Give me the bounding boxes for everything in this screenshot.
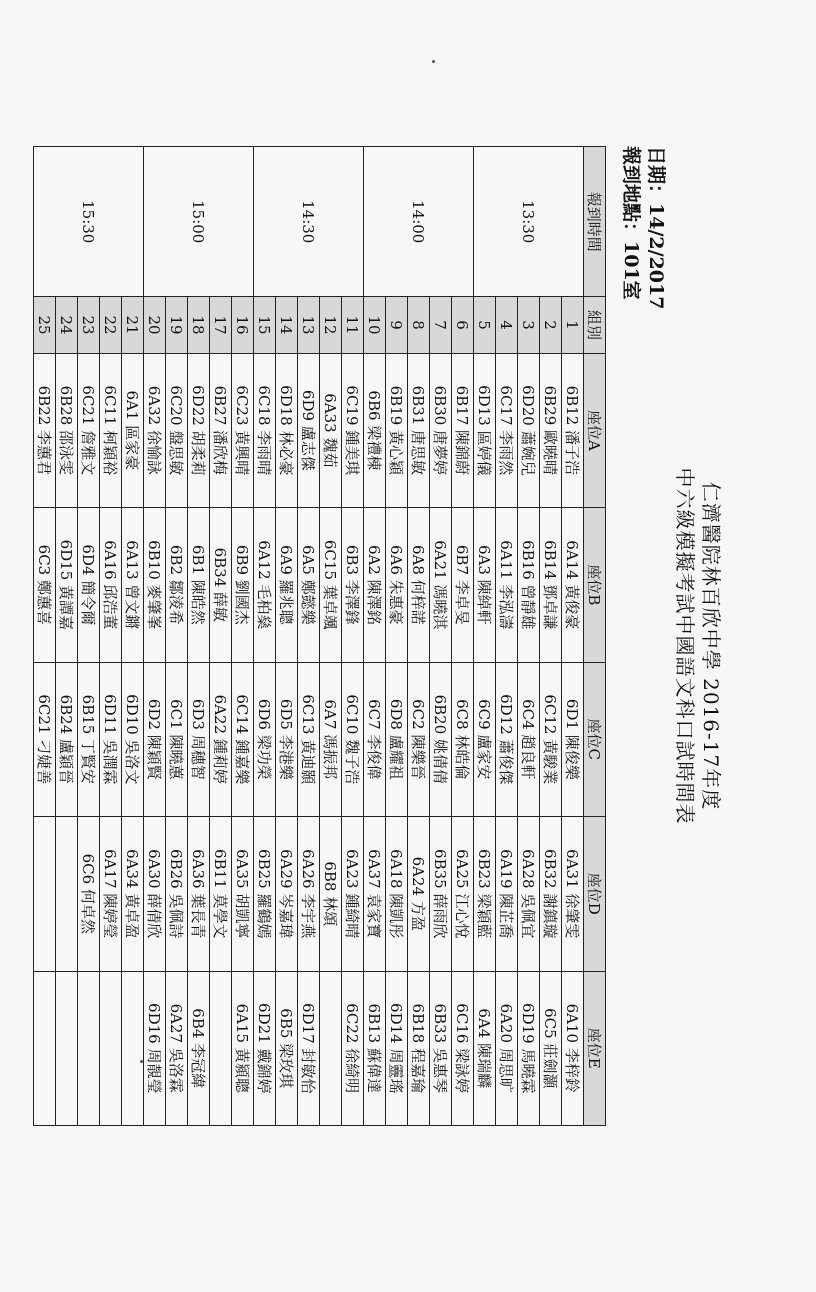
seat-b-cell: 6C3 鄭蕙喜	[34, 508, 56, 662]
group-number-cell: 17	[210, 297, 232, 353]
seat-c-cell: 6C4 趙良軒	[518, 662, 540, 816]
seat-b-cell: 6B2 鄒淩希	[166, 508, 188, 662]
seat-d-cell: 6A23 鍾綺晴	[342, 817, 364, 971]
seat-c-cell: 6C10 魏子浩	[342, 662, 364, 816]
report-time-cell: 14:00	[364, 147, 474, 297]
group-number-cell: 25	[34, 297, 56, 353]
seat-c-cell: 6A22 鍾莉婷	[210, 662, 232, 816]
seat-c-cell: 6B20 姚倩倩	[430, 662, 452, 816]
group-number-cell: 16	[232, 297, 254, 353]
group-number-cell: 8	[408, 297, 430, 353]
group-number-cell: 11	[342, 297, 364, 353]
seat-d-cell	[34, 817, 56, 971]
seat-b-cell: 6D15 黃譚嘉	[56, 508, 78, 662]
venue-line	[618, 146, 643, 309]
group-number-cell: 24	[56, 297, 78, 353]
seat-d-cell: 6A37 袁家寶	[364, 817, 386, 971]
seat-e-cell: 6A20 周思旷	[496, 971, 518, 1126]
seat-a-cell: 6B30 唐夢婷	[430, 353, 452, 507]
group-number-cell: 22	[100, 297, 122, 353]
seat-c-cell: 6D12 蕭俊傑	[496, 662, 518, 816]
column-header: 組別	[584, 297, 606, 353]
seat-a-cell: 6C19 鍾美琪	[342, 353, 364, 507]
seat-d-cell: 6B25 羅鶴嫣	[254, 817, 276, 971]
seat-d-cell: 6A18 陳凱彤	[386, 817, 408, 971]
schedule-table	[33, 146, 606, 1126]
table-header-row	[584, 147, 606, 1126]
seat-b-cell: 6A14 黃俊豪	[562, 508, 584, 662]
seat-b-cell: 6B1 陳皓然	[188, 508, 210, 662]
seat-b-cell: 6B7 李卓旻	[452, 508, 474, 662]
seat-c-cell: 6C1 陳曉蕙	[166, 662, 188, 816]
seat-e-cell: 6C5 莊劍灝	[540, 971, 562, 1126]
seat-b-cell: 6B3 李澤鋒	[342, 508, 364, 662]
seat-b-cell: 6B14 鄧卓謙	[540, 508, 562, 662]
seat-c-cell: 6B24 盧穎晉	[56, 662, 78, 816]
seat-d-cell: 6A36 葉長青	[188, 817, 210, 971]
seat-d-cell: 6A19 陳芷喬	[496, 817, 518, 971]
seat-c-cell: 6C12 黃駿業	[540, 662, 562, 816]
table-row	[232, 147, 254, 1126]
group-number-cell: 9	[386, 297, 408, 353]
group-number-cell: 5	[474, 297, 496, 353]
seat-b-cell: 6A12 毛柏燊	[254, 508, 276, 662]
seat-e-cell	[122, 971, 144, 1126]
table-row	[452, 147, 474, 1126]
seat-e-cell: 6A15 黃潁聰	[232, 971, 254, 1126]
seat-b-cell: 6C15 葉卓颯	[320, 508, 342, 662]
seat-e-cell: 6D21 戴錦婷	[254, 971, 276, 1126]
seat-d-cell: 6B11 莫學文	[210, 817, 232, 971]
seat-d-cell: 6A26 李宇燕	[298, 817, 320, 971]
seat-e-cell: 6A4 陳瑞麟	[474, 971, 496, 1126]
seat-a-cell: 6B22 李蕙君	[34, 353, 56, 507]
seat-b-cell: 6A3 陳綽軒	[474, 508, 496, 662]
seat-a-cell: 6B6 梁禮棟	[364, 353, 386, 507]
meta-block	[618, 146, 668, 309]
seat-a-cell: 6C11 柯穎裕	[100, 353, 122, 507]
seat-b-cell: 6A2 陳澤銘	[364, 508, 386, 662]
seat-d-cell: 6A24 方盈	[408, 817, 430, 971]
seat-e-cell	[210, 971, 232, 1126]
seat-e-cell	[56, 971, 78, 1126]
seat-c-cell: 6D2 陳穎賢	[144, 662, 166, 816]
seat-d-cell: 6B26 吳佩詩	[166, 817, 188, 971]
report-time-cell: 13:30	[474, 147, 584, 297]
school-title: 仁濟醫院林百欣中學 2016-17年度	[699, 481, 723, 811]
group-number-cell: 1	[562, 297, 584, 353]
seat-d-cell	[56, 817, 78, 971]
group-number-cell: 20	[144, 297, 166, 353]
seat-b-cell: 6A6 朱惠豪	[386, 508, 408, 662]
group-number-cell: 3	[518, 297, 540, 353]
seat-d-cell: 6C6 何卓然	[78, 817, 100, 971]
seat-b-cell: 6B34 薛敏	[210, 508, 232, 662]
venue-value: 101室	[620, 241, 642, 300]
seat-b-cell: 6B10 麥肇峯	[144, 508, 166, 662]
seat-c-cell: 6D10 吳洛文	[122, 662, 144, 816]
group-number-cell: 7	[430, 297, 452, 353]
title-block	[672, 336, 724, 956]
seat-a-cell: 6B29 歐曉晴	[540, 353, 562, 507]
seat-c-cell: 6D5 李港樂	[276, 662, 298, 816]
seat-a-cell: 6B17 陳錦蔚	[452, 353, 474, 507]
seat-e-cell: 6B18 程嘉瑜	[408, 971, 430, 1126]
seat-c-cell: 6C7 李俊偉	[364, 662, 386, 816]
table-row	[562, 147, 584, 1126]
seat-c-cell: 6D1 陳俊樂	[562, 662, 584, 816]
seat-c-cell: 6D3 周穗智	[188, 662, 210, 816]
seat-a-cell: 6A1 區家豪	[122, 353, 144, 507]
rotated-document	[35, 146, 728, 1146]
seat-c-cell: 6C8 林皓倫	[452, 662, 474, 816]
report-time-cell: 14:30	[254, 147, 364, 297]
column-header: 座位A	[584, 353, 606, 507]
seat-e-cell	[100, 971, 122, 1126]
seat-e-cell: 6A10 李梓鈴	[562, 971, 584, 1126]
table-body	[34, 147, 584, 1126]
seat-a-cell: 6C18 李雨晴	[254, 353, 276, 507]
seat-c-cell: 6C13 黃迪顥	[298, 662, 320, 816]
group-number-cell: 6	[452, 297, 474, 353]
date-line	[643, 146, 668, 309]
seat-b-cell: 6B16 曾靜雄	[518, 508, 540, 662]
seat-d-cell: 6A28 吳佩宜	[518, 817, 540, 971]
exam-title: 中六級模擬考試中國語文科口試時間表	[673, 467, 697, 825]
seat-d-cell: 6A35 胡凱寧	[232, 817, 254, 971]
seat-a-cell: 6B19 黃心穎	[386, 353, 408, 507]
seat-a-cell: 6B28 邵泳雯	[56, 353, 78, 507]
group-number-cell: 19	[166, 297, 188, 353]
seat-d-cell: 6A29 岑嘉瑋	[276, 817, 298, 971]
table-row	[342, 147, 364, 1126]
seat-b-cell: 6A9 羅兆聰	[276, 508, 298, 662]
group-number-cell: 2	[540, 297, 562, 353]
group-number-cell: 21	[122, 297, 144, 353]
seat-e-cell: 6A27 吳洛霖	[166, 971, 188, 1126]
seat-a-cell: 6C23 黃興晴	[232, 353, 254, 507]
group-number-cell: 10	[364, 297, 386, 353]
seat-d-cell: 6B8 林頌	[320, 817, 342, 971]
seat-a-cell: 6D9 盧志傑	[298, 353, 320, 507]
column-header: 座位D	[584, 817, 606, 971]
seat-a-cell: 6D18 林必豪	[276, 353, 298, 507]
seat-b-cell: 6A11 李泓濤	[496, 508, 518, 662]
seat-a-cell: 6D22 胡柔莉	[188, 353, 210, 507]
group-number-cell: 4	[496, 297, 518, 353]
column-header: 座位E	[584, 971, 606, 1126]
seat-d-cell: 6A25 江心悅	[452, 817, 474, 971]
seat-d-cell: 6A30 薛倩欣	[144, 817, 166, 971]
seat-e-cell: 6D16 周靚瑩	[144, 971, 166, 1126]
seat-c-cell: 6D11 吳潤霖	[100, 662, 122, 816]
seat-c-cell: 6B15 丁賢安	[78, 662, 100, 816]
venue-label: 報到地點：	[620, 146, 642, 242]
seat-e-cell: 6D19 馬曉霖	[518, 971, 540, 1126]
group-number-cell: 12	[320, 297, 342, 353]
group-number-cell: 15	[254, 297, 276, 353]
seat-e-cell: 6C22 徐綺明	[342, 971, 364, 1126]
column-header: 報到時間	[584, 147, 606, 297]
seat-e-cell	[34, 971, 56, 1126]
column-header: 座位C	[584, 662, 606, 816]
seat-a-cell: 6D20 蕭婉兒	[518, 353, 540, 507]
seat-b-cell: 6B9 劉國杰	[232, 508, 254, 662]
seat-c-cell: 6D8 盧耀祖	[386, 662, 408, 816]
group-number-cell: 18	[188, 297, 210, 353]
seat-e-cell: 6B33 吳惠琴	[430, 971, 452, 1126]
seat-a-cell: 6B27 潘欣梅	[210, 353, 232, 507]
seat-e-cell: 6B13 蘇偉達	[364, 971, 386, 1126]
seat-a-cell: 6A33 魏茹	[320, 353, 342, 507]
seat-c-cell: 6C2 陳樂晉	[408, 662, 430, 816]
seat-a-cell: 6C17 李雨然	[496, 353, 518, 507]
seat-d-cell: 6A34 黃卓盈	[122, 817, 144, 971]
date-label: 日期：	[645, 146, 667, 204]
seat-a-cell: 6A32 徐愉詠	[144, 353, 166, 507]
table-row	[122, 147, 144, 1126]
seat-b-cell: 6D4 簡令爾	[78, 508, 100, 662]
seat-c-cell: 6A7 馮振邦	[320, 662, 342, 816]
seat-b-cell: 6A5 鄭懿樂	[298, 508, 320, 662]
seat-c-cell: 6D6 梁功榮	[254, 662, 276, 816]
seat-a-cell: 6D13 區婷儀	[474, 353, 496, 507]
seat-d-cell: 6B35 薛雨欣	[430, 817, 452, 971]
report-time-cell: 15:00	[144, 147, 254, 297]
seat-a-cell: 6B31 唐思敏	[408, 353, 430, 507]
group-number-cell: 14	[276, 297, 298, 353]
seat-c-cell: 6C21 刁婕善	[34, 662, 56, 816]
seat-d-cell: 6B23 梁穎藍	[474, 817, 496, 971]
group-number-cell: 13	[298, 297, 320, 353]
report-time-cell: 15:30	[34, 147, 144, 297]
seat-a-cell: 6C20 盤思敏	[166, 353, 188, 507]
date-value: 14/2/2017	[645, 203, 667, 310]
scan-speck	[432, 60, 435, 63]
seat-c-cell: 6C9 盧家安	[474, 662, 496, 816]
seat-d-cell: 6A31 徐肇雯	[562, 817, 584, 971]
seat-b-cell: 6A8 何梓諾	[408, 508, 430, 662]
seat-e-cell: 6D17 封敏怡	[298, 971, 320, 1126]
seat-e-cell: 6B4 李冠緯	[188, 971, 210, 1126]
group-number-cell: 23	[78, 297, 100, 353]
seat-e-cell: 6C16 梁詠婷	[452, 971, 474, 1126]
seat-b-cell: 6A13 曾文鏘	[122, 508, 144, 662]
seat-e-cell	[78, 971, 100, 1126]
seat-c-cell: 6C14 鍾嘉樂	[232, 662, 254, 816]
seat-a-cell: 6C21 詹雅文	[78, 353, 100, 507]
seat-e-cell: 6B5 梁玫琪	[276, 971, 298, 1126]
seat-b-cell: 6A21 馮曉淇	[430, 508, 452, 662]
column-header: 座位B	[584, 508, 606, 662]
seat-a-cell: 6B12 潘子浩	[562, 353, 584, 507]
seat-b-cell: 6A16 邱浩董	[100, 508, 122, 662]
seat-e-cell	[320, 971, 342, 1126]
seat-d-cell: 6B32 謝鎮璇	[540, 817, 562, 971]
seat-e-cell: 6D14 周靈瑤	[386, 971, 408, 1126]
seat-d-cell: 6A17 陳婷瑩	[100, 817, 122, 971]
